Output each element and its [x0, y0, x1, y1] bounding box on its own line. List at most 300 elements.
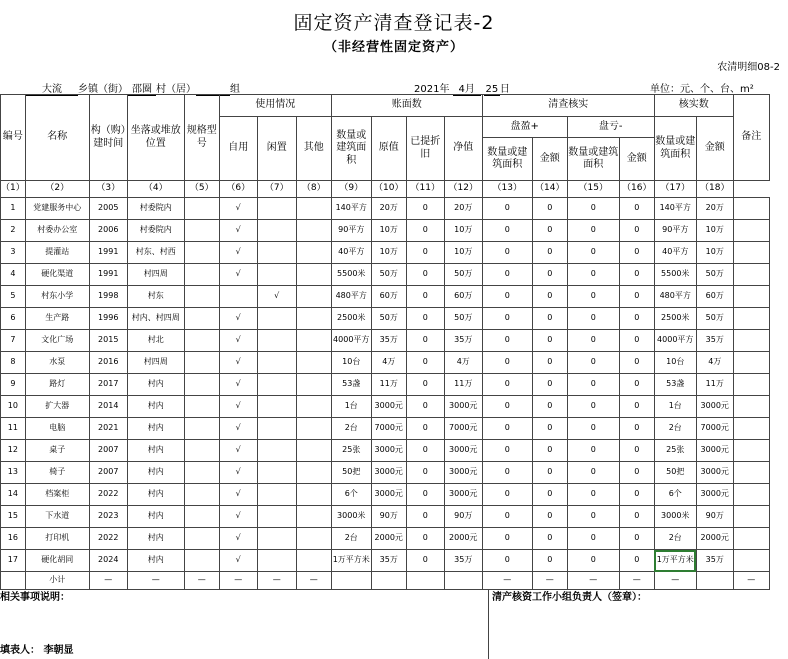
row-verified-qty[interactable]: 140平方: [654, 198, 696, 220]
row-no[interactable]: 13: [1, 462, 26, 484]
row-remark[interactable]: [733, 462, 769, 484]
row-net[interactable]: 3000元: [444, 462, 482, 484]
preparer-name[interactable]: 李朝显: [43, 645, 74, 656]
row-net[interactable]: 4万: [444, 352, 482, 374]
row-no[interactable]: 3: [1, 242, 26, 264]
row-book-qty[interactable]: 10台: [331, 352, 371, 374]
row-net[interactable]: 35万: [444, 550, 482, 572]
row-surplus-amount[interactable]: 0: [532, 374, 567, 396]
subtotal-dash[interactable]: —: [219, 572, 257, 590]
row-location[interactable]: 村内: [127, 440, 184, 462]
subtotal-dash[interactable]: —: [127, 572, 184, 590]
row-loss-amount[interactable]: 0: [619, 374, 654, 396]
row-idle[interactable]: [257, 352, 296, 374]
row-built-year[interactable]: 2021: [89, 418, 127, 440]
row-verified-qty[interactable]: 480平方: [654, 286, 696, 308]
row-verified-amount[interactable]: 35万: [696, 550, 733, 572]
row-no[interactable]: 1: [1, 198, 26, 220]
row-self-use[interactable]: √: [219, 506, 257, 528]
row-surplus-qty[interactable]: 0: [482, 286, 532, 308]
row-surplus-qty[interactable]: 0: [482, 352, 532, 374]
row-orig[interactable]: 11万: [371, 374, 406, 396]
row-remark[interactable]: [733, 528, 769, 550]
row-remark[interactable]: [733, 242, 769, 264]
subtotal-dash[interactable]: —: [184, 572, 219, 590]
row-surplus-amount[interactable]: 0: [532, 220, 567, 242]
row-loss-qty[interactable]: 0: [567, 506, 619, 528]
row-orig[interactable]: 50万: [371, 264, 406, 286]
row-built-year[interactable]: 2007: [89, 462, 127, 484]
subtotal-dash[interactable]: —: [654, 572, 696, 590]
row-orig[interactable]: 7000元: [371, 418, 406, 440]
row-loss-qty[interactable]: 0: [567, 308, 619, 330]
row-loss-amount[interactable]: 0: [619, 484, 654, 506]
row-book-qty[interactable]: 50把: [331, 462, 371, 484]
row-orig[interactable]: 10万: [371, 220, 406, 242]
row-no[interactable]: 8: [1, 352, 26, 374]
row-name[interactable]: 硬化胡同: [25, 550, 89, 572]
row-name[interactable]: 档案柜: [25, 484, 89, 506]
row-loss-amount[interactable]: 0: [619, 418, 654, 440]
row-surplus-amount[interactable]: 0: [532, 418, 567, 440]
row-depr[interactable]: 0: [406, 198, 444, 220]
row-loss-amount[interactable]: 0: [619, 352, 654, 374]
row-spec[interactable]: [184, 418, 219, 440]
row-location[interactable]: 村委院内: [127, 198, 184, 220]
row-verified-qty[interactable]: 40平方: [654, 242, 696, 264]
row-built-year[interactable]: 2017: [89, 374, 127, 396]
row-surplus-amount[interactable]: 0: [532, 462, 567, 484]
row-idle[interactable]: [257, 330, 296, 352]
row-idle[interactable]: [257, 484, 296, 506]
row-name[interactable]: 扩大器: [25, 396, 89, 418]
row-loss-qty[interactable]: 0: [567, 396, 619, 418]
row-idle[interactable]: [257, 418, 296, 440]
row-verified-amount[interactable]: 3000元: [696, 462, 733, 484]
row-orig[interactable]: 35万: [371, 550, 406, 572]
row-book-qty[interactable]: 2台: [331, 528, 371, 550]
row-built-year[interactable]: 2024: [89, 550, 127, 572]
row-verified-qty[interactable]: 5500米: [654, 264, 696, 286]
row-other[interactable]: [296, 528, 331, 550]
row-loss-qty[interactable]: 0: [567, 220, 619, 242]
row-verified-amount[interactable]: 3000元: [696, 484, 733, 506]
row-verified-qty[interactable]: 4000平方: [654, 330, 696, 352]
row-orig[interactable]: 10万: [371, 242, 406, 264]
row-location[interactable]: 村内: [127, 550, 184, 572]
row-self-use[interactable]: √: [219, 528, 257, 550]
row-surplus-qty[interactable]: 0: [482, 308, 532, 330]
row-name[interactable]: 党建服务中心: [25, 198, 89, 220]
row-no[interactable]: 11: [1, 418, 26, 440]
row-depr[interactable]: 0: [406, 286, 444, 308]
row-loss-amount[interactable]: 0: [619, 308, 654, 330]
row-spec[interactable]: [184, 506, 219, 528]
row-built-year[interactable]: 2022: [89, 528, 127, 550]
row-location[interactable]: 村四周: [127, 352, 184, 374]
row-no[interactable]: 17: [1, 550, 26, 572]
row-name[interactable]: 路灯: [25, 374, 89, 396]
row-surplus-amount[interactable]: 0: [532, 242, 567, 264]
row-self-use[interactable]: √: [219, 484, 257, 506]
row-idle[interactable]: [257, 528, 296, 550]
subtotal-dash[interactable]: —: [733, 572, 769, 590]
row-name[interactable]: 桌子: [25, 440, 89, 462]
row-verified-amount[interactable]: 7000元: [696, 418, 733, 440]
row-surplus-qty[interactable]: 0: [482, 242, 532, 264]
row-built-year[interactable]: 1991: [89, 264, 127, 286]
row-verified-qty[interactable]: 25张: [654, 440, 696, 462]
row-book-qty[interactable]: 90平方: [331, 220, 371, 242]
row-location[interactable]: 村东、村西: [127, 242, 184, 264]
row-loss-amount[interactable]: 0: [619, 462, 654, 484]
row-surplus-qty[interactable]: 0: [482, 440, 532, 462]
row-net[interactable]: 90万: [444, 506, 482, 528]
row-idle[interactable]: [257, 550, 296, 572]
row-depr[interactable]: 0: [406, 374, 444, 396]
row-loss-amount[interactable]: 0: [619, 396, 654, 418]
row-built-year[interactable]: 1998: [89, 286, 127, 308]
row-idle[interactable]: [257, 396, 296, 418]
subtotal-cell[interactable]: [696, 572, 733, 590]
row-orig[interactable]: 20万: [371, 198, 406, 220]
row-location[interactable]: 村内: [127, 484, 184, 506]
date-day[interactable]: 25: [485, 84, 499, 95]
row-spec[interactable]: [184, 374, 219, 396]
row-spec[interactable]: [184, 286, 219, 308]
row-depr[interactable]: 0: [406, 440, 444, 462]
row-loss-qty[interactable]: 0: [567, 440, 619, 462]
row-location[interactable]: 村东: [127, 286, 184, 308]
row-verified-qty[interactable]: 1万平方米: [654, 550, 696, 572]
row-depr[interactable]: 0: [406, 396, 444, 418]
row-loss-amount[interactable]: 0: [619, 550, 654, 572]
row-remark[interactable]: [733, 308, 769, 330]
row-other[interactable]: [296, 440, 331, 462]
row-remark[interactable]: [733, 330, 769, 352]
row-location[interactable]: 村内: [127, 462, 184, 484]
row-orig[interactable]: 50万: [371, 308, 406, 330]
row-orig[interactable]: 60万: [371, 286, 406, 308]
row-no[interactable]: 15: [1, 506, 26, 528]
row-loss-qty[interactable]: 0: [567, 550, 619, 572]
row-idle[interactable]: [257, 506, 296, 528]
row-no[interactable]: 10: [1, 396, 26, 418]
row-self-use[interactable]: √: [219, 396, 257, 418]
row-verified-amount[interactable]: 3000元: [696, 396, 733, 418]
row-self-use[interactable]: √: [219, 264, 257, 286]
row-self-use[interactable]: √: [219, 242, 257, 264]
subtotal-cell[interactable]: [406, 572, 444, 590]
row-orig[interactable]: 3000元: [371, 462, 406, 484]
row-loss-qty[interactable]: 0: [567, 330, 619, 352]
row-depr[interactable]: 0: [406, 242, 444, 264]
row-orig[interactable]: 3000元: [371, 484, 406, 506]
row-verified-amount[interactable]: 90万: [696, 506, 733, 528]
row-location[interactable]: 村内、村四周: [127, 308, 184, 330]
row-spec[interactable]: [184, 396, 219, 418]
row-spec[interactable]: [184, 242, 219, 264]
row-self-use[interactable]: [219, 286, 257, 308]
subtotal-dash[interactable]: —: [89, 572, 127, 590]
row-no[interactable]: 16: [1, 528, 26, 550]
row-orig[interactable]: 90万: [371, 506, 406, 528]
subtotal-dash[interactable]: —: [296, 572, 331, 590]
subtotal-cell[interactable]: [444, 572, 482, 590]
row-book-qty[interactable]: 2500米: [331, 308, 371, 330]
row-surplus-qty[interactable]: 0: [482, 198, 532, 220]
row-built-year[interactable]: 2007: [89, 440, 127, 462]
row-self-use[interactable]: √: [219, 418, 257, 440]
row-verified-qty[interactable]: 90平方: [654, 220, 696, 242]
row-no[interactable]: 2: [1, 220, 26, 242]
row-built-year[interactable]: 2022: [89, 484, 127, 506]
row-surplus-qty[interactable]: 0: [482, 418, 532, 440]
row-location[interactable]: 村内: [127, 528, 184, 550]
subtotal-label[interactable]: 小计: [25, 572, 89, 590]
row-loss-qty[interactable]: 0: [567, 242, 619, 264]
row-self-use[interactable]: √: [219, 308, 257, 330]
row-idle[interactable]: [257, 374, 296, 396]
row-other[interactable]: [296, 418, 331, 440]
row-depr[interactable]: 0: [406, 418, 444, 440]
row-remark[interactable]: [733, 506, 769, 528]
row-location[interactable]: 村内: [127, 506, 184, 528]
row-net[interactable]: 7000元: [444, 418, 482, 440]
subtotal-cell[interactable]: [331, 572, 371, 590]
row-other[interactable]: [296, 462, 331, 484]
row-remark[interactable]: [733, 352, 769, 374]
row-surplus-amount[interactable]: 0: [532, 352, 567, 374]
row-spec[interactable]: [184, 550, 219, 572]
row-verified-amount[interactable]: 10万: [696, 242, 733, 264]
row-no[interactable]: 6: [1, 308, 26, 330]
row-surplus-qty[interactable]: 0: [482, 220, 532, 242]
row-name[interactable]: 村东小学: [25, 286, 89, 308]
row-spec[interactable]: [184, 440, 219, 462]
row-spec[interactable]: [184, 484, 219, 506]
row-depr[interactable]: 0: [406, 220, 444, 242]
row-loss-qty[interactable]: 0: [567, 374, 619, 396]
row-no[interactable]: 5: [1, 286, 26, 308]
row-surplus-amount[interactable]: 0: [532, 550, 567, 572]
row-net[interactable]: 3000元: [444, 484, 482, 506]
row-book-qty[interactable]: 3000米: [331, 506, 371, 528]
row-other[interactable]: [296, 484, 331, 506]
row-surplus-amount[interactable]: 0: [532, 308, 567, 330]
row-book-qty[interactable]: 6个: [331, 484, 371, 506]
row-loss-amount[interactable]: 0: [619, 242, 654, 264]
row-surplus-qty[interactable]: 0: [482, 396, 532, 418]
row-remark[interactable]: [733, 220, 769, 242]
row-location[interactable]: 村内: [127, 418, 184, 440]
row-depr[interactable]: 0: [406, 506, 444, 528]
row-surplus-qty[interactable]: 0: [482, 484, 532, 506]
row-loss-amount[interactable]: 0: [619, 198, 654, 220]
row-verified-amount[interactable]: 2000元: [696, 528, 733, 550]
row-book-qty[interactable]: 53盏: [331, 374, 371, 396]
row-idle[interactable]: √: [257, 286, 296, 308]
row-surplus-amount[interactable]: 0: [532, 396, 567, 418]
row-verified-amount[interactable]: 60万: [696, 286, 733, 308]
row-surplus-qty[interactable]: 0: [482, 264, 532, 286]
row-idle[interactable]: [257, 462, 296, 484]
row-built-year[interactable]: 1996: [89, 308, 127, 330]
row-net[interactable]: 11万: [444, 374, 482, 396]
row-verified-amount[interactable]: 50万: [696, 308, 733, 330]
row-book-qty[interactable]: 1万平方米: [331, 550, 371, 572]
row-net[interactable]: 10万: [444, 220, 482, 242]
row-surplus-amount[interactable]: 0: [532, 198, 567, 220]
row-loss-amount[interactable]: 0: [619, 440, 654, 462]
row-remark[interactable]: [733, 440, 769, 462]
row-idle[interactable]: [257, 242, 296, 264]
row-book-qty[interactable]: 140平方: [331, 198, 371, 220]
row-verified-qty[interactable]: 10台: [654, 352, 696, 374]
subtotal-dash[interactable]: —: [567, 572, 619, 590]
row-surplus-amount[interactable]: 0: [532, 264, 567, 286]
row-self-use[interactable]: √: [219, 330, 257, 352]
row-verified-amount[interactable]: 20万: [696, 198, 733, 220]
row-name[interactable]: 提灌站: [25, 242, 89, 264]
row-name[interactable]: 村委办公室: [25, 220, 89, 242]
row-net[interactable]: 60万: [444, 286, 482, 308]
row-orig[interactable]: 3000元: [371, 440, 406, 462]
subtotal-dash[interactable]: —: [257, 572, 296, 590]
row-verified-amount[interactable]: 35万: [696, 330, 733, 352]
row-surplus-amount[interactable]: 0: [532, 528, 567, 550]
row-loss-amount[interactable]: 0: [619, 330, 654, 352]
row-verified-qty[interactable]: 6个: [654, 484, 696, 506]
row-loss-qty[interactable]: 0: [567, 462, 619, 484]
row-net[interactable]: 35万: [444, 330, 482, 352]
subtotal-dash[interactable]: —: [532, 572, 567, 590]
row-built-year[interactable]: 2023: [89, 506, 127, 528]
row-depr[interactable]: 0: [406, 308, 444, 330]
row-depr[interactable]: 0: [406, 330, 444, 352]
row-depr[interactable]: 0: [406, 484, 444, 506]
row-verified-qty[interactable]: 3000米: [654, 506, 696, 528]
row-name[interactable]: 下水道: [25, 506, 89, 528]
row-name[interactable]: 椅子: [25, 462, 89, 484]
row-verified-qty[interactable]: 50把: [654, 462, 696, 484]
row-self-use[interactable]: √: [219, 352, 257, 374]
row-verified-amount[interactable]: 10万: [696, 220, 733, 242]
row-idle[interactable]: [257, 440, 296, 462]
row-no[interactable]: 7: [1, 330, 26, 352]
date-month[interactable]: 4月: [453, 80, 481, 96]
row-idle[interactable]: [257, 220, 296, 242]
row-net[interactable]: 3000元: [444, 440, 482, 462]
row-loss-qty[interactable]: 0: [567, 286, 619, 308]
row-depr[interactable]: 0: [406, 528, 444, 550]
row-verified-qty[interactable]: 2台: [654, 418, 696, 440]
row-depr[interactable]: 0: [406, 462, 444, 484]
row-name[interactable]: 文化广场: [25, 330, 89, 352]
row-remark[interactable]: [733, 484, 769, 506]
row-other[interactable]: [296, 264, 331, 286]
row-built-year[interactable]: 2016: [89, 352, 127, 374]
row-self-use[interactable]: √: [219, 550, 257, 572]
row-spec[interactable]: [184, 198, 219, 220]
row-remark[interactable]: [733, 198, 769, 220]
row-other[interactable]: [296, 198, 331, 220]
row-net[interactable]: 50万: [444, 264, 482, 286]
row-no[interactable]: 9: [1, 374, 26, 396]
row-verified-qty[interactable]: 2台: [654, 528, 696, 550]
row-verified-amount[interactable]: 50万: [696, 264, 733, 286]
row-book-qty[interactable]: 2台: [331, 418, 371, 440]
row-idle[interactable]: [257, 198, 296, 220]
row-name[interactable]: 硬化渠道: [25, 264, 89, 286]
row-book-qty[interactable]: 40平方: [331, 242, 371, 264]
row-loss-qty[interactable]: 0: [567, 484, 619, 506]
row-other[interactable]: [296, 308, 331, 330]
row-spec[interactable]: [184, 352, 219, 374]
row-spec[interactable]: [184, 220, 219, 242]
row-net[interactable]: 2000元: [444, 528, 482, 550]
row-orig[interactable]: 2000元: [371, 528, 406, 550]
row-other[interactable]: [296, 352, 331, 374]
row-built-year[interactable]: 2014: [89, 396, 127, 418]
row-built-year[interactable]: 2005: [89, 198, 127, 220]
row-location[interactable]: 村内: [127, 374, 184, 396]
row-other[interactable]: [296, 396, 331, 418]
row-surplus-amount[interactable]: 0: [532, 484, 567, 506]
row-self-use[interactable]: √: [219, 374, 257, 396]
row-surplus-qty[interactable]: 0: [482, 528, 532, 550]
row-verified-amount[interactable]: 3000元: [696, 440, 733, 462]
row-spec[interactable]: [184, 308, 219, 330]
row-other[interactable]: [296, 550, 331, 572]
row-remark[interactable]: [733, 418, 769, 440]
row-book-qty[interactable]: 1台: [331, 396, 371, 418]
village-value[interactable]: 邵圈: [128, 80, 156, 96]
row-book-qty[interactable]: 4000平方: [331, 330, 371, 352]
row-depr[interactable]: 0: [406, 352, 444, 374]
subtotal-cell[interactable]: [371, 572, 406, 590]
row-surplus-qty[interactable]: 0: [482, 506, 532, 528]
row-name[interactable]: 水泵: [25, 352, 89, 374]
row-loss-qty[interactable]: 0: [567, 418, 619, 440]
row-loss-qty[interactable]: 0: [567, 264, 619, 286]
row-net[interactable]: 10万: [444, 242, 482, 264]
row-name[interactable]: 打印机: [25, 528, 89, 550]
row-built-year[interactable]: 2015: [89, 330, 127, 352]
row-surplus-amount[interactable]: 0: [532, 506, 567, 528]
row-net[interactable]: 50万: [444, 308, 482, 330]
row-built-year[interactable]: 1991: [89, 242, 127, 264]
row-loss-qty[interactable]: 0: [567, 352, 619, 374]
row-orig[interactable]: 4万: [371, 352, 406, 374]
row-other[interactable]: [296, 374, 331, 396]
row-remark[interactable]: [733, 550, 769, 572]
row-orig[interactable]: 35万: [371, 330, 406, 352]
row-no[interactable]: 14: [1, 484, 26, 506]
row-no[interactable]: 4: [1, 264, 26, 286]
row-self-use[interactable]: √: [219, 198, 257, 220]
row-location[interactable]: 村四周: [127, 264, 184, 286]
row-net[interactable]: 20万: [444, 198, 482, 220]
row-built-year[interactable]: 2006: [89, 220, 127, 242]
row-verified-amount[interactable]: 4万: [696, 352, 733, 374]
row-idle[interactable]: [257, 308, 296, 330]
row-remark[interactable]: [733, 396, 769, 418]
row-remark[interactable]: [733, 286, 769, 308]
row-spec[interactable]: [184, 462, 219, 484]
row-loss-amount[interactable]: 0: [619, 264, 654, 286]
row-depr[interactable]: 0: [406, 264, 444, 286]
